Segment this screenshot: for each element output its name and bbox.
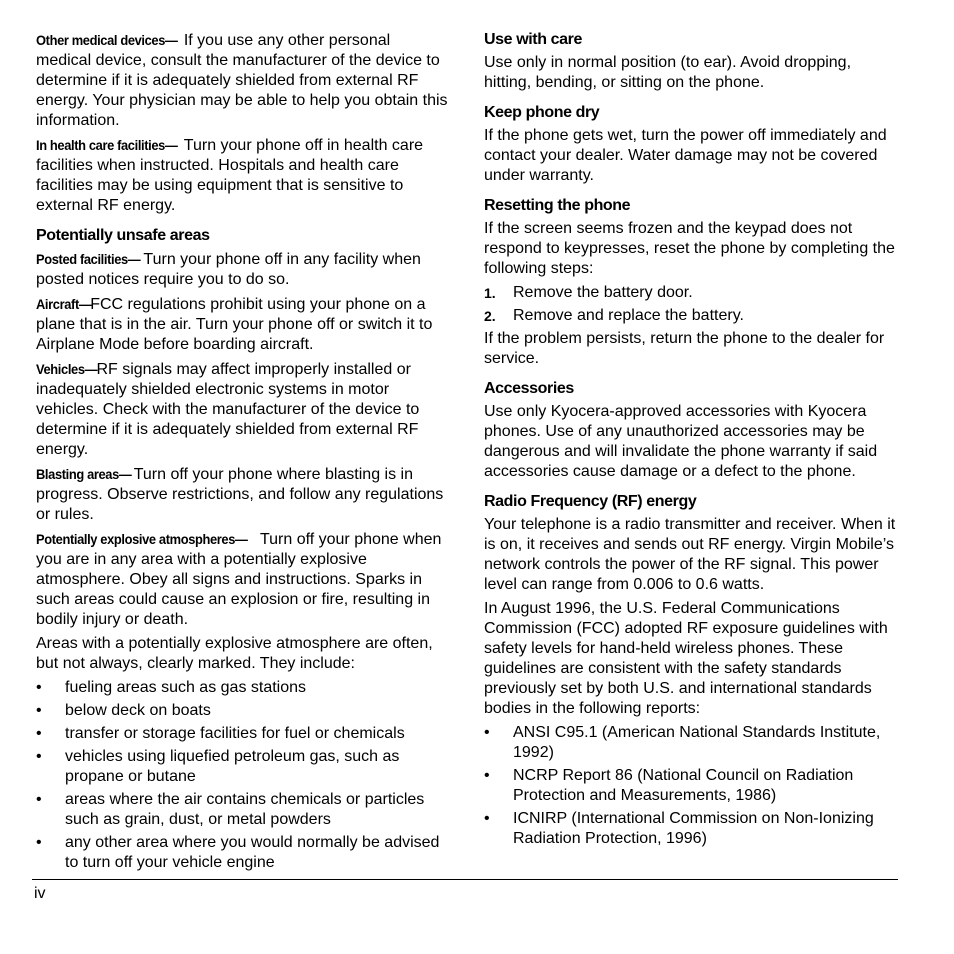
areas-intro-paragraph: Areas with a potentially explosive atmosphere are often, but not always, clearly marked. They include: xyxy=(36,635,433,672)
health-care-facilities-text: Turn your phone off in health care facilities when instructed. Hospitals and health care facilities may be using equipment that is sensitive to external RF energy. xyxy=(36,137,424,214)
step-text: Remove and replace the battery. xyxy=(513,307,744,324)
list-item xyxy=(484,809,896,849)
explosive-atmospheres-text: Turn off your phone when you are in any area with a potentially explosive atmosphere. Obey all signs and instructions. Sparks in such areas could cause an explosion or fire, resulting in bodily injury or death. xyxy=(36,531,442,628)
aircraft-text: FCC regulations prohibit using your phone on a plane that is in the air. Turn your phone off or switch it to Airplane Mode before boarding aircraft. xyxy=(36,296,433,353)
bullet-marker: • xyxy=(36,791,42,808)
blasting-areas-text: Turn off your phone where blasting is in progress. Observe restrictions, and follow any regulations or rules. xyxy=(36,466,444,523)
rf-reports-list xyxy=(484,723,896,849)
keep-phone-dry-text: If the phone gets wet, turn the power off immediately and contact your dealer. Water damage may not be covered under warranty. xyxy=(484,127,887,184)
health-care-facilities-lead: In health care facilities— xyxy=(36,137,178,153)
posted-facilities-text: Turn your phone off in any facility when posted notices require you to do so. xyxy=(36,251,421,288)
rf-energy-text-2: In August 1996, the U.S. Federal Communications Commission (FCC) adopted RF exposure guidelines with safety levels for hand-held wireless phones. These guidelines are consistent with the safety standards previously set by both U.S. and international standards bodies in the following reports: xyxy=(484,600,888,717)
explosive-areas-list xyxy=(36,678,448,873)
reset-after-text: If the problem persists, return the phone to the dealer for service. xyxy=(484,330,885,367)
page-number: iv xyxy=(34,885,46,902)
bullet-marker: • xyxy=(484,810,490,827)
bullet-marker: • xyxy=(484,724,490,741)
step-number: 1. xyxy=(484,285,496,301)
accessories-text: Use only Kyocera-approved accessories with Kyocera phones. Use of any unauthorized accessories may be dangerous and will invalidate the phone warranty if said accessories cause damage or a defect to the phone. xyxy=(484,403,878,480)
step-item xyxy=(484,283,896,303)
vehicles-lead: Vehicles— xyxy=(36,361,98,377)
bullet-marker: • xyxy=(36,702,42,719)
vehicles-text: RF signals may affect improperly installed or inadequately shielded electronic systems in motor vehicles. Check with the manufacturer of the device to determine if it is adequately shielded from external RF energy. xyxy=(36,361,420,458)
aircraft-paragraph xyxy=(36,294,448,355)
use-with-care-text: Use only in normal position (to ear). Avoid dropping, hitting, bending, or sitting on the phone. xyxy=(484,54,852,91)
unsafe-areas-heading: Potentially unsafe areas xyxy=(36,227,210,244)
list-item-text: transfer or storage facilities for fuel or chemicals xyxy=(65,725,405,742)
list-item-text: below deck on boats xyxy=(65,702,211,719)
reset-steps-list xyxy=(484,283,896,326)
use-with-care-heading: Use with care xyxy=(484,31,582,48)
rf-energy-text-1: Your telephone is a radio transmitter and receiver. When it is on, it receives and sends out RF energy. Virgin Mobile’s network controls the power of the RF signal. This power level can range from 0.006 to 0.6 watts. xyxy=(484,516,896,593)
list-item-text: ANSI C95.1 (American National Standards Institute, 1992) xyxy=(513,724,881,761)
list-item-text: areas where the air contains chemicals or particles such as grain, dust, or metal powders xyxy=(65,791,425,828)
blasting-areas-paragraph xyxy=(36,464,448,525)
list-item xyxy=(36,790,448,830)
list-item xyxy=(484,766,896,806)
list-item xyxy=(484,723,896,763)
list-item-text: fueling areas such as gas stations xyxy=(65,679,307,696)
rf-energy-heading: Radio Frequency (RF) energy xyxy=(484,493,697,510)
other-medical-devices-lead: Other medical devices— xyxy=(36,32,178,48)
accessories-heading: Accessories xyxy=(484,380,574,397)
health-care-facilities-paragraph xyxy=(36,135,448,216)
resetting-phone-text: If the screen seems frozen and the keypad does not respond to keypresses, reset the phone by completing the following steps: xyxy=(484,220,895,277)
posted-facilities-paragraph xyxy=(36,249,448,290)
list-item-text: ICNIRP (International Commission on Non-Ionizing Radiation Protection, 1996) xyxy=(513,810,874,847)
bullet-marker: • xyxy=(36,679,42,696)
other-medical-devices-paragraph xyxy=(36,30,448,131)
list-item xyxy=(36,747,448,787)
list-item-text: vehicles using liquefied petroleum gas, such as propane or butane xyxy=(65,748,400,785)
bullet-marker: • xyxy=(36,725,42,742)
step-text: Remove the battery door. xyxy=(513,284,693,301)
list-item-text: NCRP Report 86 (National Council on Radiation Protection and Measurements, 1986) xyxy=(513,767,854,804)
resetting-phone-heading: Resetting the phone xyxy=(484,197,631,214)
list-item xyxy=(36,678,448,698)
explosive-atmospheres-lead: Potentially explosive atmospheres— xyxy=(36,531,248,547)
list-item xyxy=(36,833,448,873)
right-column xyxy=(484,30,896,852)
list-item xyxy=(36,724,448,744)
aircraft-lead: Aircraft— xyxy=(36,296,92,312)
list-item xyxy=(36,701,448,721)
left-column xyxy=(36,30,448,876)
footer-divider xyxy=(32,879,898,880)
blasting-areas-lead: Blasting areas— xyxy=(36,466,132,482)
explosive-atmospheres-paragraph xyxy=(36,529,448,630)
vehicles-paragraph xyxy=(36,359,448,460)
bullet-marker: • xyxy=(36,748,42,765)
posted-facilities-lead: Posted facilities— xyxy=(36,251,141,267)
bullet-marker: • xyxy=(36,834,42,851)
bullet-marker: • xyxy=(484,767,490,784)
list-item-text: any other area where you would normally be advised to turn off your vehicle engine xyxy=(65,834,440,871)
keep-phone-dry-heading: Keep phone dry xyxy=(484,104,600,121)
step-number: 2. xyxy=(484,308,496,324)
other-medical-devices-text: If you use any other personal medical device, consult the manufacturer of the device to determine if it is adequately shielded from external RF energy. Your physician may be able to help you obtain this information. xyxy=(36,32,448,129)
step-item xyxy=(484,306,896,326)
